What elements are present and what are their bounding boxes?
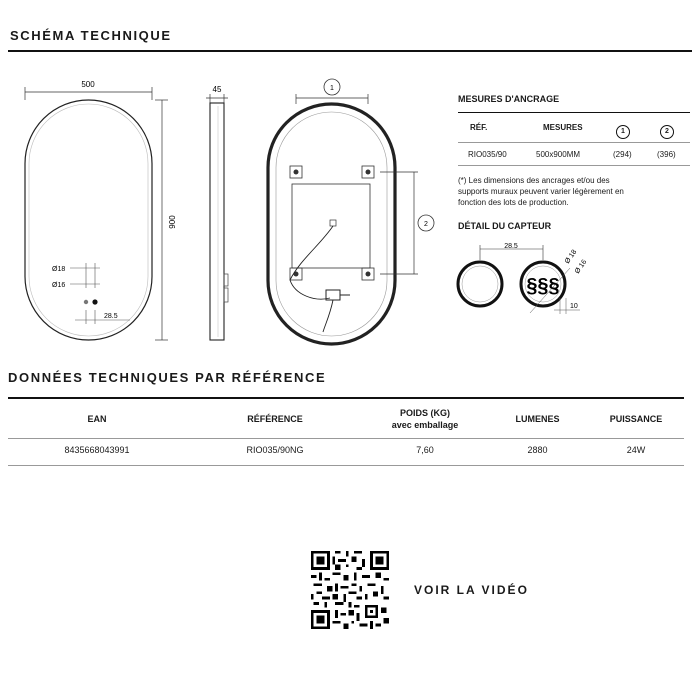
dim-height: 900 <box>168 215 177 229</box>
anchors-header-1 <box>616 120 630 139</box>
dim-width: 500 <box>81 80 95 89</box>
anchors-header-2-num: 2 <box>660 125 674 139</box>
anchors-title: MESURES D'ANCRAGE <box>458 94 560 104</box>
anchors-header-ref: RÉF. <box>470 123 488 132</box>
anchors-note-line-1: (*) Les dimensions des ancrages et/ou des <box>458 176 610 185</box>
anchors-mid-rule <box>458 142 690 143</box>
tech-header-puissance: PUISSANCE <box>609 414 663 424</box>
sensor-dim-d18: Ø 18 <box>563 248 579 266</box>
tech-header-rule <box>8 438 684 439</box>
tech-row-lumenes: 2880 <box>527 445 548 455</box>
anchors-row-v1: (294) <box>613 150 632 159</box>
side-view <box>206 85 228 340</box>
anchors-note <box>458 175 696 208</box>
anchors-top-rule <box>458 112 690 113</box>
anchors-note-line-2: supports muraux peuvent varier légèrement en <box>458 187 624 196</box>
anchors-note-line-3: fonction des lots de production. <box>458 198 569 207</box>
anchors-header-mesures: MESURES <box>543 123 583 132</box>
tech-header-reference: RÉFÉRENCE <box>247 414 303 424</box>
tech-row-poids: 7,60 <box>416 445 434 455</box>
tech-row-puissance: 24W <box>626 445 646 455</box>
tech-header-ean: EAN <box>87 414 107 424</box>
tech-header-poids-line-1: POIDS (KG) <box>399 408 450 418</box>
sensor-dim-10: 10 <box>570 303 578 310</box>
anchor-label-1: 1 <box>330 85 334 92</box>
tech-header-poids-line-2: avec emballage <box>391 420 459 430</box>
back-view <box>268 79 434 344</box>
dim-depth: 45 <box>212 85 222 94</box>
anchor-label-2: 2 <box>424 221 428 228</box>
anchors-row-v2: (396) <box>657 150 676 159</box>
schema-title-rule <box>8 50 692 52</box>
dim-offset: 28.5 <box>104 313 118 320</box>
anchors-row-mesures: 500x900MM <box>536 150 581 159</box>
sensor-title: DÉTAIL DU CAPTEUR <box>458 221 552 231</box>
anchors-row-ref: RIO035/90 <box>468 150 507 159</box>
technical-drawing <box>0 70 450 350</box>
front-view <box>25 80 177 340</box>
video-link[interactable]: VOIR LA VIDÉO <box>414 583 529 597</box>
schema-title: SCHÉMA TECHNIQUE <box>10 28 172 43</box>
anchors-header-1-num: 1 <box>616 125 630 139</box>
tech-title: DONNÉES TECHNIQUES PAR RÉFÉRENCE <box>8 370 327 385</box>
sensor-dim-d16: Ø 16 <box>573 258 589 276</box>
tech-row-reference: RIO035/90NG <box>246 445 304 455</box>
sensor-glyph: §§§ <box>526 275 560 297</box>
tech-row-rule <box>8 465 684 466</box>
dim-d16: Ø16 <box>52 282 66 289</box>
sensor-dim-width: 28.5 <box>504 243 518 250</box>
dim-d18: Ø18 <box>52 266 66 273</box>
tech-title-rule <box>8 397 684 399</box>
anchors-header-2 <box>660 120 674 139</box>
tech-row-ean: 8435668043991 <box>64 445 130 455</box>
qr-code[interactable] <box>311 551 389 629</box>
tech-header-lumenes: LUMENES <box>515 414 560 424</box>
tech-header-poids <box>370 407 480 431</box>
sensor-drawing <box>450 238 590 320</box>
anchors-bottom-rule <box>458 165 690 166</box>
